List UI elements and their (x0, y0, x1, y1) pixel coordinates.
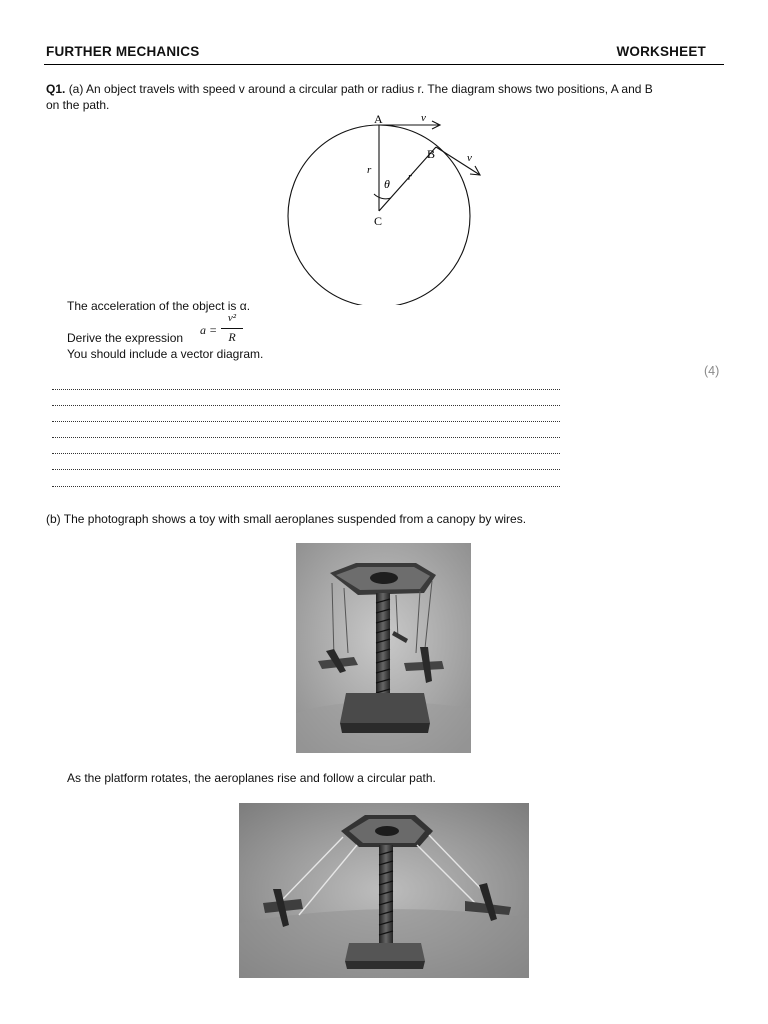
label-v-top: v (421, 112, 426, 124)
marks-indicator: (4) (704, 364, 720, 378)
worksheet-label: WORKSHEET (616, 44, 706, 59)
label-B: B (427, 147, 436, 161)
worksheet-title: FURTHER MECHANICS (46, 44, 200, 59)
toy-at-rest-image (296, 543, 471, 753)
question-number: Q1. (46, 82, 66, 96)
label-C: C (374, 214, 383, 228)
toy-photo-rotating (239, 803, 529, 978)
part-a-line2: on the path. (46, 98, 110, 112)
label-r-left: r (367, 164, 372, 176)
toy-photo-at-rest (296, 543, 471, 753)
acceleration-text: The acceleration of the object is α. (67, 299, 251, 313)
formula-denominator: R (228, 330, 236, 344)
vector-diagram-text: You should include a vector diagram. (67, 347, 264, 361)
answer-line (52, 389, 560, 391)
part-b-body: The photograph shows a toy with small aeroplanes suspended from a canopy by wires. (63, 512, 527, 526)
part-a-line1: An object travels with speed v around a circular path or radius r. The diagram shows two positions, A and B (86, 82, 653, 96)
answer-line (52, 469, 560, 471)
theta-arc (374, 194, 391, 199)
answer-line (52, 405, 560, 407)
answer-line (52, 486, 560, 488)
label-A: A (374, 112, 383, 126)
question-1a-text (46, 81, 726, 97)
header-rule (44, 64, 724, 65)
answer-line (52, 421, 560, 423)
toy-rotating-image (239, 803, 529, 978)
answer-line (52, 453, 560, 455)
formula-numerator: v² (227, 312, 237, 324)
part-b-label: (b) (46, 512, 61, 526)
derive-text: Derive the expression (67, 331, 184, 345)
part-b-text (46, 511, 526, 527)
answer-line (52, 437, 560, 439)
formula-fraction-bar (221, 328, 243, 329)
label-theta: θ (384, 177, 390, 191)
label-v-right: v (467, 152, 472, 164)
part-a-label: (a) (68, 82, 84, 96)
rotation-text: As the platform rotates, the aeroplanes rise and follow a circular path. (67, 771, 436, 785)
formula-lhs: a = (200, 323, 218, 337)
circular-motion-diagram (282, 110, 492, 305)
label-r-right: r (408, 172, 412, 183)
